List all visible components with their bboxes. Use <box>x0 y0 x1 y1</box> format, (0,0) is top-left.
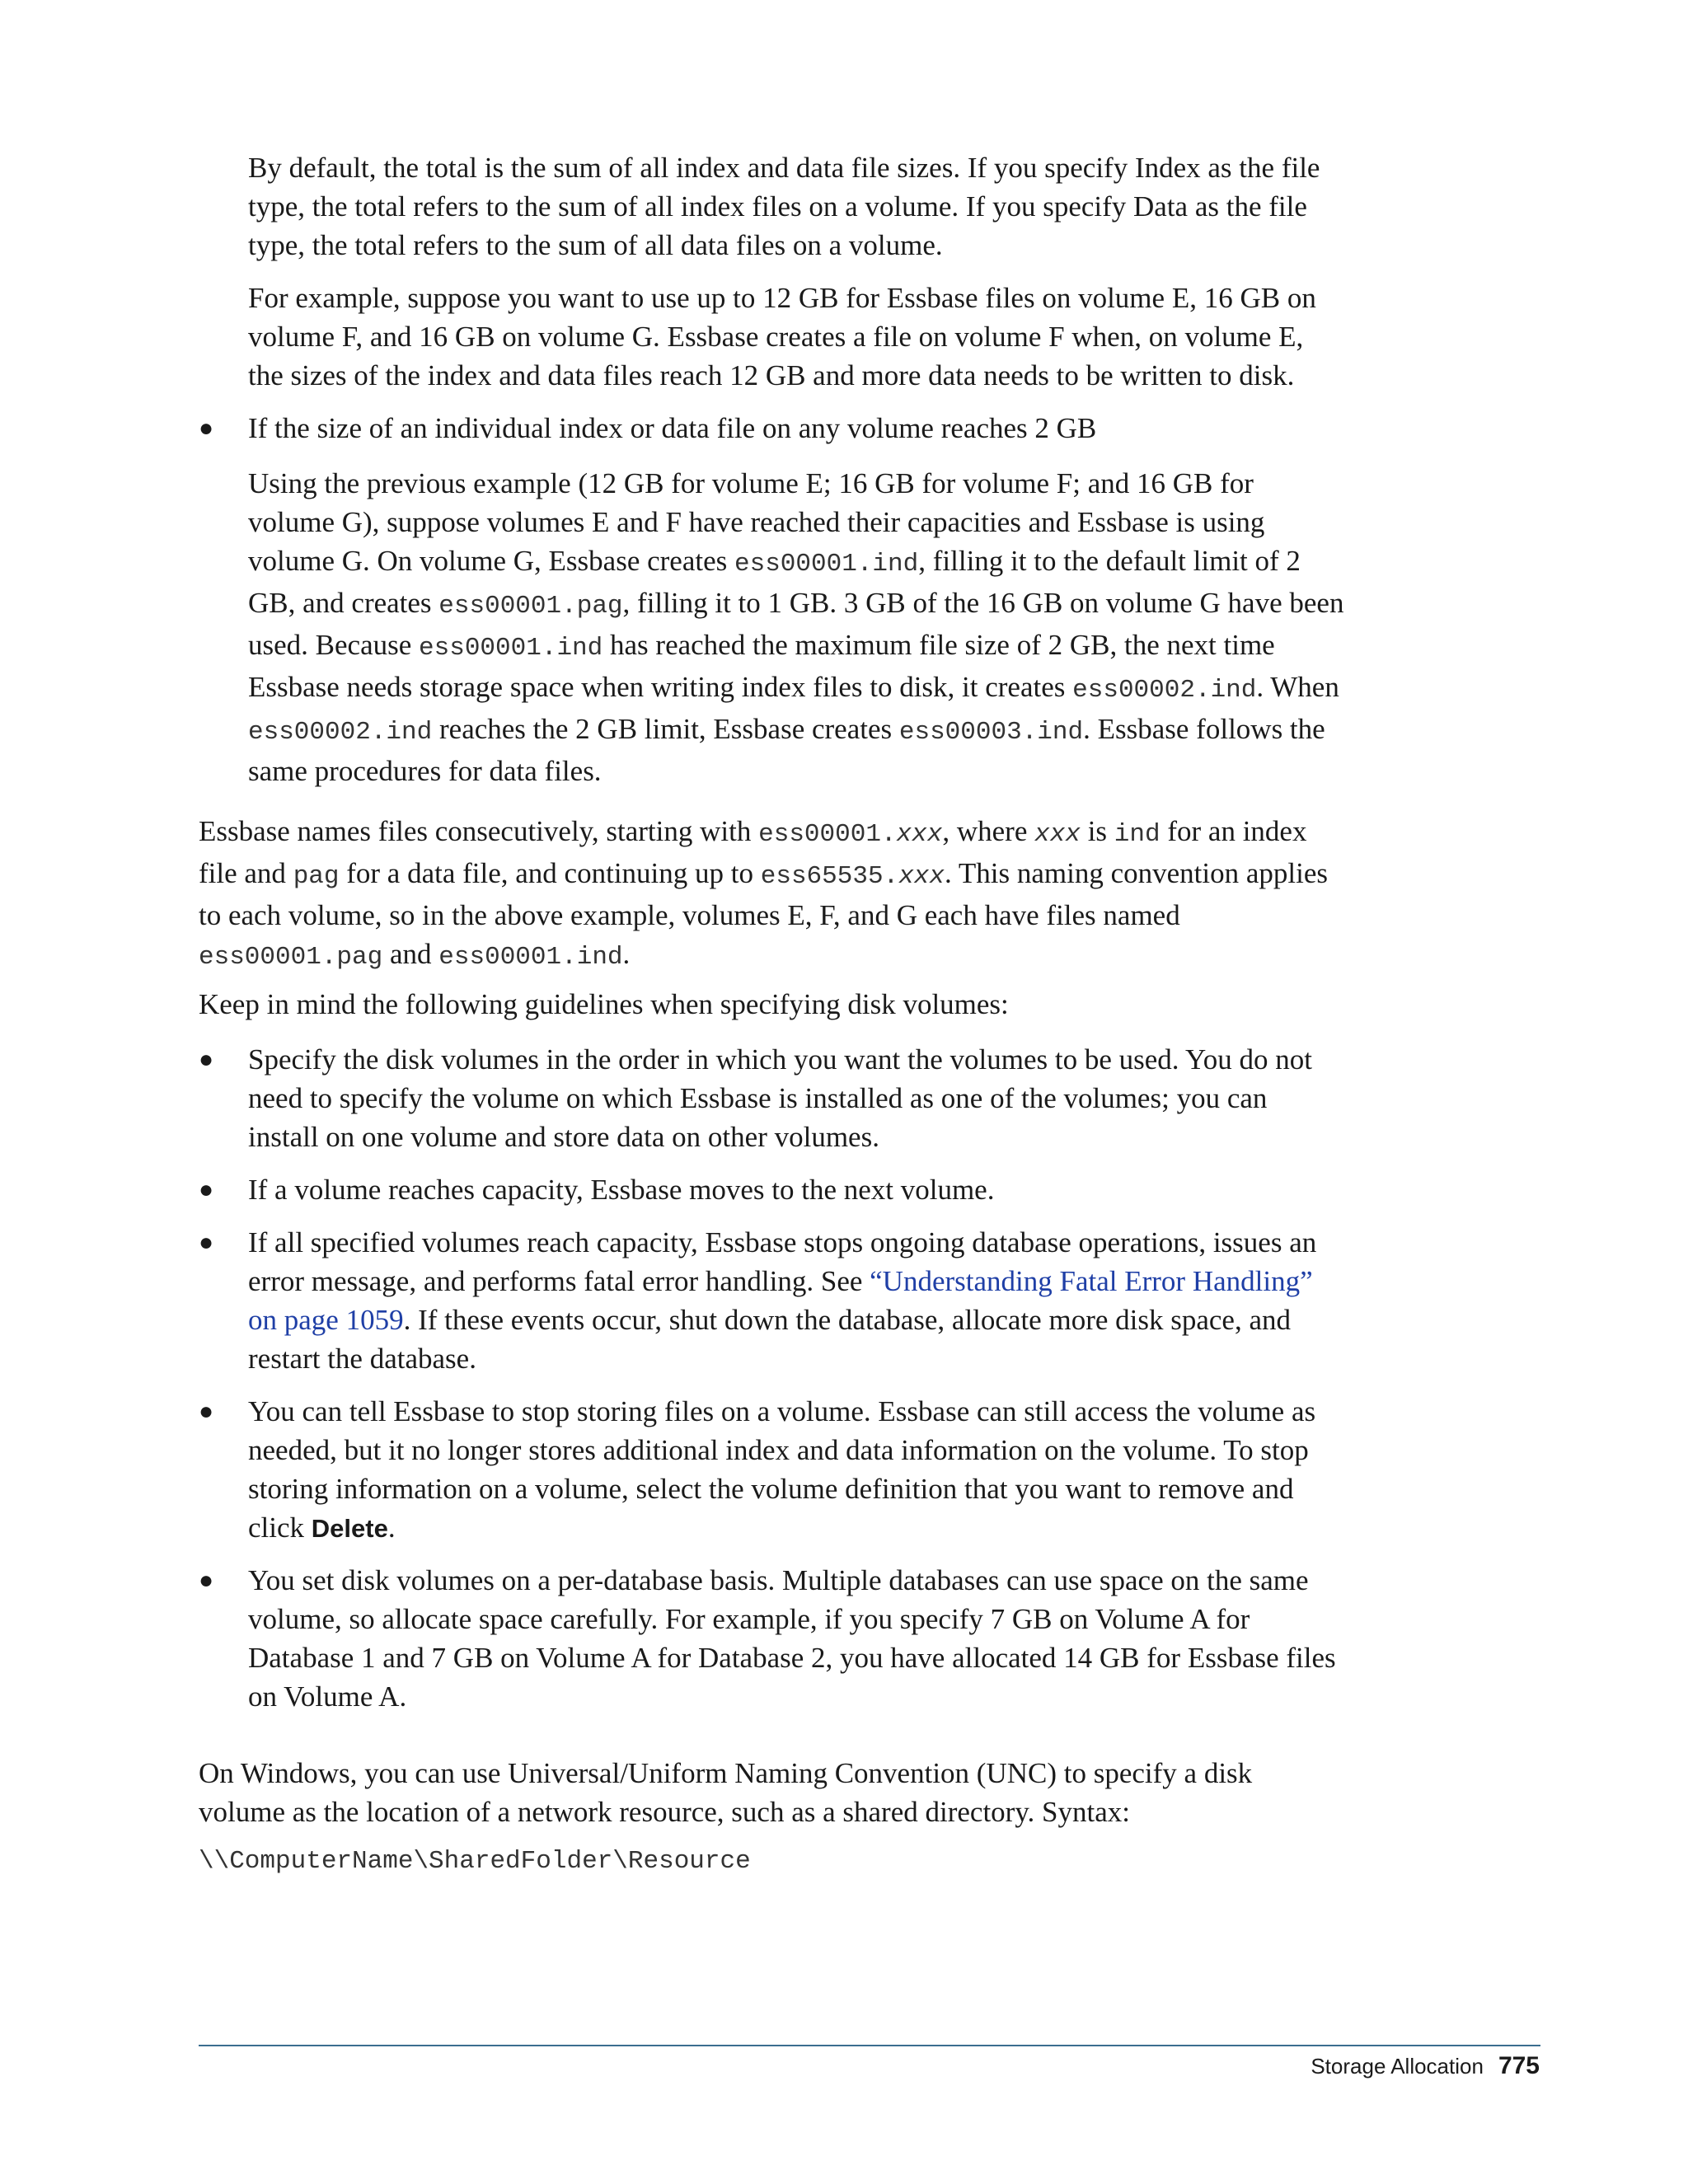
previous-example-paragraph: Using the previous example (12 GB for volume E; 16 GB for volume F; and 16 GB for volume G), suppose volumes E and F have reached their capacities and Essbase is using volume G. On volume G, Essbase creates ess00001.ind, filling it to the default limit of 2 GB, and creates ess00001.pag, filling it to 1 GB. 3 GB of the 16 GB on volume G have been used. Because ess00001.ind has reached the maximum file size of 2 GB, the next time Essbase needs storage space when writing index files to disk, it creates ess00002.ind. When ess00002.ind reaches the 2 GB limit, Essbase creates ess00003.ind. Essbase follows the same procedures for data files. <box>248 467 1344 787</box>
unc-paragraph: On Windows, you can use Universal/Uniform Naming Convention (UNC) to specify a disk volume as the location of a network resource, such as a shared directory. Syntax: <box>199 1757 1253 1828</box>
example-paragraph: For example, suppose you want to use up to 12 GB for Essbase files on volume E, 16 GB on volume F, and 16 GB on volume G. Essbase creates a file on volume F when, on volume E, the sizes of the index and data files reach 12 GB and more data needs to be written to disk. <box>248 282 1316 391</box>
filename-code: ess00003.ind <box>898 718 1084 747</box>
filename-code: ess00002.ind <box>248 718 433 747</box>
bullet-marker: ● <box>199 1567 214 1594</box>
delete-ui-label: Delete <box>311 1514 388 1543</box>
file-size-limit-item: If the size of an individual index or data file on any volume reaches 2 GB <box>248 412 1097 444</box>
extension-code: ind <box>1114 820 1160 849</box>
guideline-all-full: If all specified volumes reach capacity, Essbase stops ongoing database operations, issues an error message, and performs fatal error handling. See “Understanding Fatal Error Handling” on page 1059. If these events occur, shut down the database, allocate more disk space, and restart the database. <box>248 1226 1317 1375</box>
guidelines-intro: Keep in mind the following guidelines when specifying disk volumes: <box>199 988 1009 1020</box>
filename-code: ess00001.ind <box>438 943 623 972</box>
fatal-error-handling-link[interactable]: “Understanding Fatal Error Handling” on page 1059 <box>248 1265 1313 1336</box>
naming-convention-paragraph: Essbase names files consecutively, starting with ess00001.xxx, where xxx is ind for an index file and pag for a data file, and continuing up to ess65535.xxx. This naming convention applies to each volume, so in the above example, volumes E, F, and G each have files named ess00001.pag and ess00001.ind. <box>199 815 1328 972</box>
filename-code: ess00002.ind <box>1072 676 1257 705</box>
bullet-marker: ● <box>199 1046 214 1073</box>
guideline-order: Specify the disk volumes in the order in which you want the volumes to be used. You do not need to specify the volume on which Essbase is installed as one of the volumes; you can install on one volume and store data on other volumes. <box>248 1043 1312 1153</box>
extension-placeholder: xxx <box>1034 820 1081 849</box>
page-footer <box>1311 2051 1540 2081</box>
footer-rule <box>199 2045 1540 2046</box>
bullet-marker: ● <box>199 1176 214 1203</box>
filename-code: ess65535.xxx <box>760 862 945 891</box>
page-number: 775 <box>1498 2052 1540 2079</box>
extension-code: pag <box>293 862 340 891</box>
filename-code: ess00001.pag <box>199 943 383 972</box>
guideline-per-database: You set disk volumes on a per-database basis. Multiple databases can use space on the same volume, so allocate space carefully. For example, if you specify 7 GB on Volume A for Database 1 and 7 GB on Volume A for Database 2, you have allocated 14 GB for Essbase files on Volume A. <box>248 1564 1336 1713</box>
footer-section-title: Storage Allocation <box>1311 2054 1484 2079</box>
bullet-marker: ● <box>199 1229 214 1256</box>
filename-code: ess00001.xxx <box>758 820 943 849</box>
unc-syntax-code: \\ComputerName\SharedFolder\Resource <box>199 1847 751 1876</box>
filename-code: ess00001.pag <box>438 592 623 621</box>
filename-code: ess00001.ind <box>419 634 603 663</box>
guideline-stop-storing: You can tell Essbase to stop storing files on a volume. Essbase can still access the volume as needed, but it no longer stores additional index and data information on the volume. To stop storing information on a volume, select the volume definition that you want to remove and click Delete. <box>248 1395 1316 1544</box>
filename-code: ess00001.ind <box>734 550 919 579</box>
bullet-marker: ● <box>199 415 214 442</box>
total-size-paragraph: By default, the total is the sum of all index and data file sizes. If you specify Index as the file type, the total refers to the sum of all index files on a volume. If you specify Data as the file type, the total refers to the sum of all data files on a volume. <box>248 152 1320 261</box>
guideline-capacity: If a volume reaches capacity, Essbase moves to the next volume. <box>248 1174 995 1206</box>
bullet-marker: ● <box>199 1398 214 1425</box>
